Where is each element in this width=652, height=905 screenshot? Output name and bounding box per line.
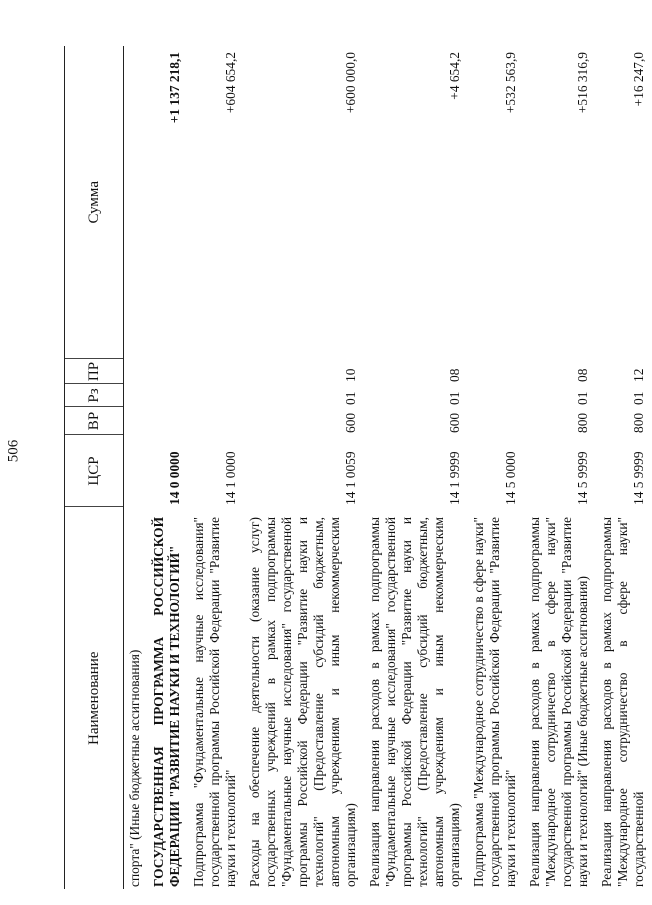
row-name: Реализация направления расходов в рамках подпрограммы "Фундаментальные научные исследования" государственной программы Российской Федерации "Развитие науки и технологий" (Предоставление субсидий бюджетным, автономным учреждениям и иным некоммерческим организациям) — [367, 517, 462, 887]
row-sum: +604 654,2 — [223, 52, 238, 114]
page-number: 506 — [5, 439, 21, 463]
row-sum: +1 137 218,1 — [167, 52, 182, 124]
row-rz — [468, 384, 524, 407]
table-row — [468, 46, 524, 889]
row-csr — [124, 435, 149, 507]
row-vr: 600 — [447, 412, 462, 433]
row-pr — [468, 359, 524, 384]
row-rz — [188, 384, 244, 407]
table-header-row — [65, 46, 124, 889]
row-sum: +532 563,9 — [503, 52, 518, 114]
row-name: Расходы на обеспечение деятельности (оказание услуг) государственных учреждений в рамках подпрограммы "Фундаментальные научные исследования" государственной программы Российской Федерации "Развитие науки и технологий" (Предоставление субсидий бюджетным, автономным учреждениям и иным некоммерческим организациям) — [247, 517, 358, 887]
table-row — [524, 46, 596, 889]
header-rz: Рз — [65, 384, 124, 407]
row-pr — [124, 359, 149, 384]
row-rz — [148, 384, 188, 407]
header-vr: ВР — [65, 407, 124, 435]
row-csr: 14 0 0000 — [167, 451, 182, 505]
row-rz: 01 — [343, 391, 358, 405]
row-pr: 08 — [447, 368, 462, 382]
row-rz — [124, 384, 149, 407]
header-csr: ЦСР — [65, 435, 124, 507]
row-rz: 01 — [575, 391, 590, 405]
row-csr: 14 1 0059 — [343, 451, 358, 505]
table-row — [244, 46, 364, 889]
row-sum: +16 247,0 — [631, 52, 646, 107]
row-name: Реализация направления расходов в рамках подпрограммы "Международное сотрудничество в сфере науки" государственной программы Российской Федерации "Развитие науки и технологий" (Иные бюджетные ассигнования) — [527, 517, 590, 887]
row-csr: 14 1 0000 — [223, 451, 238, 505]
row-csr: 14 5 9999 — [631, 451, 646, 505]
row-sum: +516 316,9 — [575, 52, 590, 114]
row-rz: 01 — [447, 391, 462, 405]
row-pr: 08 — [575, 368, 590, 382]
table-row — [596, 46, 652, 889]
row-pr — [148, 359, 188, 384]
row-sum — [124, 46, 149, 359]
table-row — [124, 46, 149, 889]
row-vr: 600 — [343, 412, 358, 433]
row-sum: +4 654,2 — [447, 52, 462, 100]
row-pr: 12 — [631, 368, 646, 382]
header-pr: ПР — [65, 359, 124, 384]
row-pr: 10 — [343, 368, 358, 382]
rotated-page — [64, 46, 646, 889]
table-row — [148, 46, 188, 889]
header-sum: Сумма — [65, 46, 124, 359]
row-name: Подпрограмма "Международное сотрудничество в сфере науки" государственной программы Российской Федерации "Развитие науки и технологий" — [471, 517, 518, 887]
row-vr — [148, 407, 188, 435]
row-vr: 800 — [575, 412, 590, 433]
row-vr — [188, 407, 244, 435]
row-vr — [124, 407, 149, 435]
table-row — [364, 46, 468, 889]
row-pr — [188, 359, 244, 384]
row-rz: 01 — [631, 391, 646, 405]
row-name: Реализация направления расходов в рамках подпрограммы "Международное сотрудничество в сфере науки" государственной — [599, 517, 646, 887]
row-sum: +600 000,0 — [343, 52, 358, 114]
table-row — [188, 46, 244, 889]
row-vr — [468, 407, 524, 435]
row-name: Подпрограмма "Фундаментальные научные исследования" государственной программы Российской Федерации "Развитие науки и технологий" — [191, 517, 238, 887]
budget-table — [64, 46, 652, 889]
row-csr: 14 1 9999 — [447, 451, 462, 505]
row-vr: 800 — [631, 412, 646, 433]
row-csr: 14 5 9999 — [575, 451, 590, 505]
header-name: Наименование — [65, 507, 124, 889]
row-csr: 14 5 0000 — [503, 451, 518, 505]
row-name: спорта" (Иные бюджетные ассигнования) — [127, 649, 142, 887]
row-name: ГОСУДАРСТВЕННАЯ ПРОГРАММА РОССИЙСКОЙ ФЕДЕРАЦИИ "РАЗВИТИЕ НАУКИ И ТЕХНОЛОГИЙ" — [151, 517, 182, 887]
